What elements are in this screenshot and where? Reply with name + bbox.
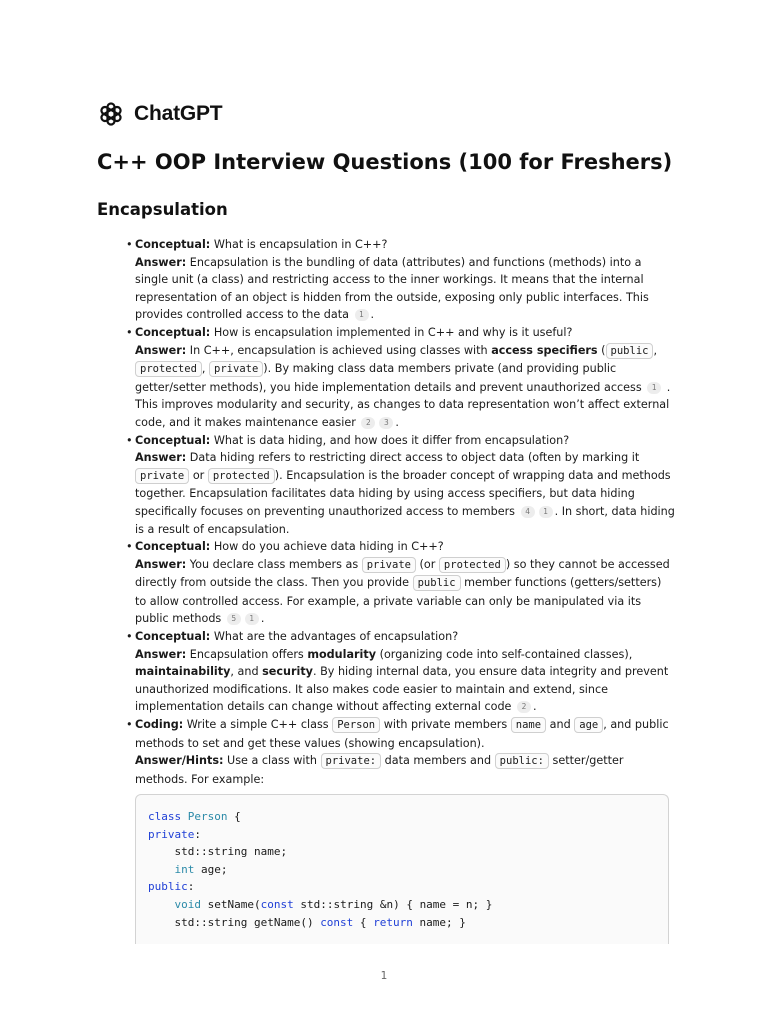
answer-text: ). Encapsulation is the broader concept of wrapping data and methods together. Encapsulation facilitates data hiding by using access specifiers, but data hiding specifically focuses on preventing unauthorized access to members xyxy=(135,468,671,518)
answer-label: Answer: xyxy=(135,343,187,357)
qa-question: How is encapsulation implemented in C++ and why is it useful? xyxy=(213,325,573,339)
qa-item xyxy=(126,628,676,716)
qa-tag: Conceptual: xyxy=(135,540,211,554)
section-heading: Encapsulation xyxy=(97,200,228,219)
code-keyword: public xyxy=(148,880,188,894)
inline-code: protected xyxy=(135,361,202,377)
citation-badge[interactable]: 5 xyxy=(227,613,241,625)
answer-text: or xyxy=(192,468,205,482)
qa-tag: Conceptual: xyxy=(135,238,211,251)
inline-code: private: xyxy=(321,753,382,769)
qa-tag: Coding: xyxy=(135,718,184,732)
code-line xyxy=(148,808,656,826)
code-line xyxy=(148,896,656,914)
qa-question: with private members xyxy=(383,718,508,732)
qa-item xyxy=(126,324,676,432)
answer-text: ( xyxy=(601,343,606,357)
code-line xyxy=(148,878,656,896)
inline-code: public: xyxy=(495,753,549,769)
code-text: setName( xyxy=(201,897,261,911)
code-text: name; } xyxy=(412,915,466,929)
answer-text: Data hiding refers to restricting direct access to object data (often by marking it xyxy=(189,451,640,465)
answer-text: . In short, data hiding is a result of encapsulation. xyxy=(135,504,675,536)
code-line xyxy=(148,826,656,844)
code-keyword: int xyxy=(174,862,195,876)
qa-question: What are the advantages of encapsulation? xyxy=(213,630,459,644)
citation-badge[interactable]: 2 xyxy=(517,701,531,713)
qa-item xyxy=(126,432,676,539)
inline-code: age xyxy=(574,717,603,733)
code-text: std::string &n) { name = n; } xyxy=(293,897,493,911)
answer-text: (organizing code into self-contained classes), xyxy=(379,647,633,661)
code-text xyxy=(148,898,175,911)
answer-text: , xyxy=(653,343,658,357)
answer-label: Answer: xyxy=(135,255,187,269)
answer-label: Answer: xyxy=(135,647,187,661)
answer-text: . xyxy=(370,308,375,322)
qa-tag: Conceptual: xyxy=(135,630,211,644)
qa-question: Write a simple C++ class xyxy=(186,718,329,732)
brand xyxy=(97,100,222,128)
code-keyword: class xyxy=(148,810,182,823)
code-text: { xyxy=(227,810,241,823)
answer-text: , xyxy=(201,362,206,376)
answer-label: Answer/Hints: xyxy=(135,754,224,768)
answer-text: Use a class with xyxy=(227,754,317,768)
code-block[interactable] xyxy=(135,794,669,944)
citation-badge[interactable]: 1 xyxy=(647,382,661,394)
answer-text: Encapsulation is the bundling of data (attributes) and functions (methods) into a single unit (a class) and restricting access to the inner workings. It means that the internal representation of an object is hidden from the outside, exposing only public interfaces. This provides controlled access to the data xyxy=(135,255,649,322)
code-line xyxy=(148,861,656,879)
openai-logo-icon xyxy=(97,100,125,128)
citation-badge[interactable]: 3 xyxy=(379,417,393,429)
code-keyword: const xyxy=(320,915,354,929)
qa-question: What is data hiding, and how does it differ from encapsulation? xyxy=(213,433,570,447)
code-keyword: private xyxy=(148,827,195,841)
code-keyword: const xyxy=(260,897,294,911)
code-line xyxy=(148,843,656,861)
answer-text: . xyxy=(260,612,265,626)
code-text: { xyxy=(353,915,374,929)
answer-emphasis: access specifiers xyxy=(491,343,598,357)
inline-code: private xyxy=(362,557,416,573)
qa-question: , and public methods to set and get these values (showing encapsulation). xyxy=(135,718,669,750)
answer-text: , and xyxy=(230,665,259,679)
code-text: std::string getName() xyxy=(148,915,321,929)
code-keyword: void xyxy=(174,897,201,911)
qa-tag: Conceptual: xyxy=(135,433,211,447)
answer-emphasis: maintainability xyxy=(135,665,231,679)
answer-text: setter/getter methods. For example: xyxy=(135,754,624,786)
brand-name: ChatGPT xyxy=(134,102,223,125)
citation-badge[interactable]: 4 xyxy=(521,506,535,518)
answer-emphasis: security xyxy=(262,665,313,679)
answer-text: ) so they cannot be accessed directly from outside the class. Then you provide xyxy=(135,557,670,590)
answer-text: data members and xyxy=(384,754,492,768)
qa-question: and xyxy=(549,718,571,732)
citation-badge[interactable]: 1 xyxy=(539,506,553,518)
code-text: : xyxy=(194,827,201,841)
page-title: C++ OOP Interview Questions (100 for Freshers) xyxy=(97,150,673,174)
code-keyword: return xyxy=(373,915,413,929)
citation-badge[interactable]: 2 xyxy=(361,417,375,429)
citation-badge[interactable]: 1 xyxy=(245,613,259,625)
answer-text: ). By making class data members private (and providing public getter/setter methods), you hide implementation details and prevent unauthorized access xyxy=(135,362,642,394)
inline-code: public xyxy=(606,343,654,359)
qa-item xyxy=(126,236,676,324)
inline-code: private xyxy=(135,468,189,484)
qa-question: How do you achieve data hiding in C++? xyxy=(213,540,444,554)
qa-item xyxy=(126,538,676,628)
code-text: : xyxy=(187,880,195,894)
inline-code: public xyxy=(413,575,461,591)
qa-list xyxy=(126,236,676,788)
answer-text: . xyxy=(533,700,537,714)
answer-text: In C++, encapsulation is achieved using classes with xyxy=(189,343,488,357)
answer-text: (or xyxy=(419,557,436,571)
inline-code: protected xyxy=(439,557,506,573)
citation-badge[interactable]: 1 xyxy=(355,309,369,321)
code-text: std::string name; xyxy=(148,845,288,859)
answer-text: . xyxy=(395,415,399,429)
code-line xyxy=(148,914,656,932)
page-number: 1 xyxy=(380,970,388,982)
code-type: Person xyxy=(187,810,228,823)
qa-item xyxy=(126,716,676,788)
code-text: age; xyxy=(194,862,228,876)
answer-text: member functions (getters/setters) to allow controlled access. For example, a private variable can only be manipulated via its public methods xyxy=(135,576,662,626)
inline-code: protected xyxy=(208,468,275,484)
answer-emphasis: modularity xyxy=(307,647,377,661)
answer-text: Encapsulation offers xyxy=(189,647,304,661)
qa-question: What is encapsulation in C++? xyxy=(213,238,388,251)
inline-code: Person xyxy=(332,717,380,733)
code-text xyxy=(148,863,175,876)
inline-code: name xyxy=(511,717,546,733)
inline-code: private xyxy=(209,361,263,377)
answer-text: . By hiding internal data, you ensure data integrity and prevent unauthorized modifications. It also makes code easier to maintain and extend, since implementation details can change without affecting external code xyxy=(135,665,669,714)
answer-text: . This improves modularity and security, as changes to data representation won’t affect external code, and it makes maintenance easier xyxy=(135,380,671,429)
answer-text: You declare class members as xyxy=(189,557,359,571)
answer-label: Answer: xyxy=(135,451,187,465)
qa-tag: Conceptual: xyxy=(135,325,211,339)
answer-label: Answer: xyxy=(135,557,187,571)
